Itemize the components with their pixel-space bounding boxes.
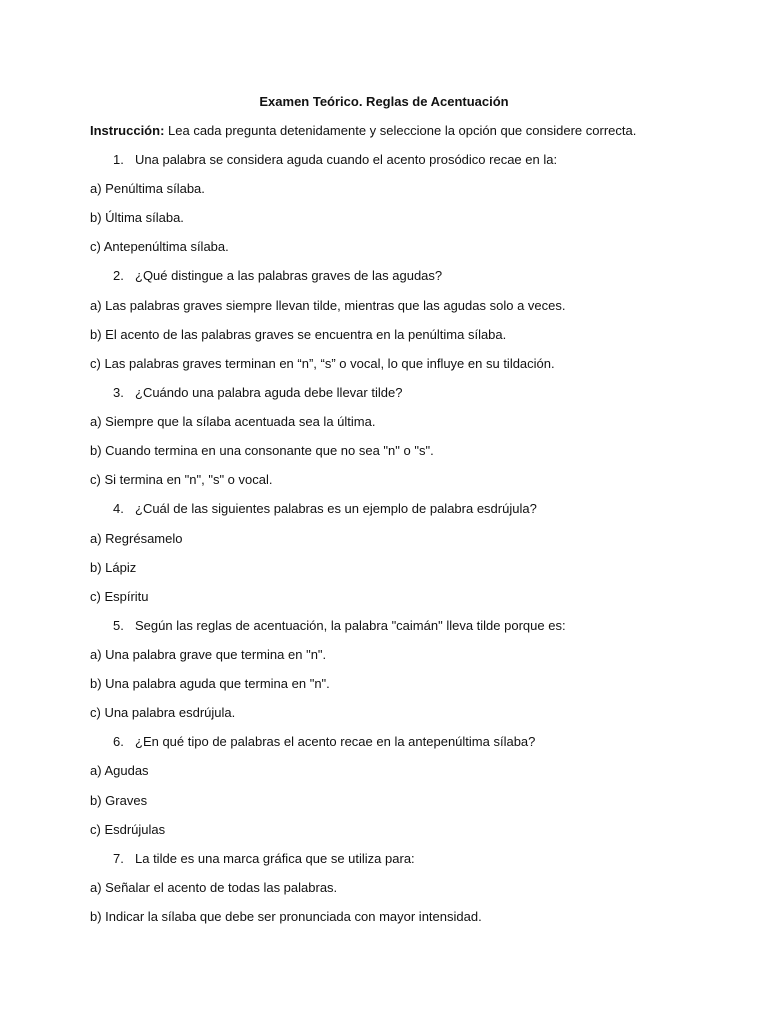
question-text: La tilde es una marca gráfica que se utiliza para: bbox=[135, 851, 415, 866]
question-number: 2. bbox=[113, 268, 124, 283]
question-text: ¿En qué tipo de palabras el acento recae en la antepenúltima sílaba? bbox=[135, 734, 536, 749]
question-6 bbox=[113, 734, 535, 750]
option-6c: c) Esdrújulas bbox=[90, 822, 166, 837]
option-5b: b) Una palabra aguda que termina en "n". bbox=[90, 676, 330, 691]
instruction bbox=[90, 123, 636, 139]
option-1a: a) Penúltima sílaba. bbox=[90, 181, 205, 196]
option-1c: c) Antepenúltima sílaba. bbox=[90, 239, 229, 254]
question-number: 6. bbox=[113, 734, 124, 749]
page-title: Examen Teórico. Reglas de Acentuación bbox=[259, 94, 509, 109]
option-7b: b) Indicar la sílaba que debe ser pronunciada con mayor intensidad. bbox=[90, 909, 482, 924]
option-2b: b) El acento de las palabras graves se encuentra en la penúltima sílaba. bbox=[90, 327, 507, 342]
question-number: 4. bbox=[113, 501, 124, 516]
option-3c: c) Si termina en "n", "s" o vocal. bbox=[90, 472, 273, 487]
question-7 bbox=[113, 851, 415, 867]
option-6b: b) Graves bbox=[90, 793, 148, 808]
option-4c: c) Espíritu bbox=[90, 589, 149, 604]
instruction-text: Lea cada pregunta detenidamente y seleccione la opción que considere correcta. bbox=[164, 123, 637, 138]
question-text: Según las reglas de acentuación, la palabra "caimán" lleva tilde porque es: bbox=[135, 618, 566, 633]
question-number: 3. bbox=[113, 385, 124, 400]
option-2a: a) Las palabras graves siempre llevan tilde, mientras que las agudas solo a veces. bbox=[90, 298, 566, 313]
option-7a: a) Señalar el acento de todas las palabras. bbox=[90, 880, 338, 895]
question-text: Una palabra se considera aguda cuando el acento prosódico recae en la: bbox=[135, 152, 558, 167]
question-2 bbox=[113, 268, 442, 284]
question-number: 5. bbox=[113, 618, 124, 633]
question-1 bbox=[113, 152, 557, 168]
question-text: ¿Qué distingue a las palabras graves de las agudas? bbox=[135, 268, 443, 283]
option-3b: b) Cuando termina en una consonante que no sea "n" o "s". bbox=[90, 443, 434, 458]
question-4 bbox=[113, 501, 537, 517]
option-4a: a) Regrésamelo bbox=[90, 531, 183, 546]
question-number: 7. bbox=[113, 851, 124, 866]
option-6a: a) Agudas bbox=[90, 763, 149, 778]
question-text: ¿Cuál de las siguientes palabras es un ejemplo de palabra esdrújula? bbox=[135, 501, 537, 516]
instruction-label: Instrucción: bbox=[90, 123, 165, 138]
question-3 bbox=[113, 385, 402, 401]
question-text: ¿Cuándo una palabra aguda debe llevar tilde? bbox=[135, 385, 403, 400]
question-number: 1. bbox=[113, 152, 124, 167]
option-2c: c) Las palabras graves terminan en “n”, “s” o vocal, lo que influye en su tildación. bbox=[90, 356, 555, 371]
option-1b: b) Última sílaba. bbox=[90, 210, 184, 225]
option-3a: a) Siempre que la sílaba acentuada sea la última. bbox=[90, 414, 376, 429]
option-5c: c) Una palabra esdrújula. bbox=[90, 705, 236, 720]
option-4b: b) Lápiz bbox=[90, 560, 137, 575]
question-5 bbox=[113, 618, 566, 634]
option-5a: a) Una palabra grave que termina en "n". bbox=[90, 647, 327, 662]
